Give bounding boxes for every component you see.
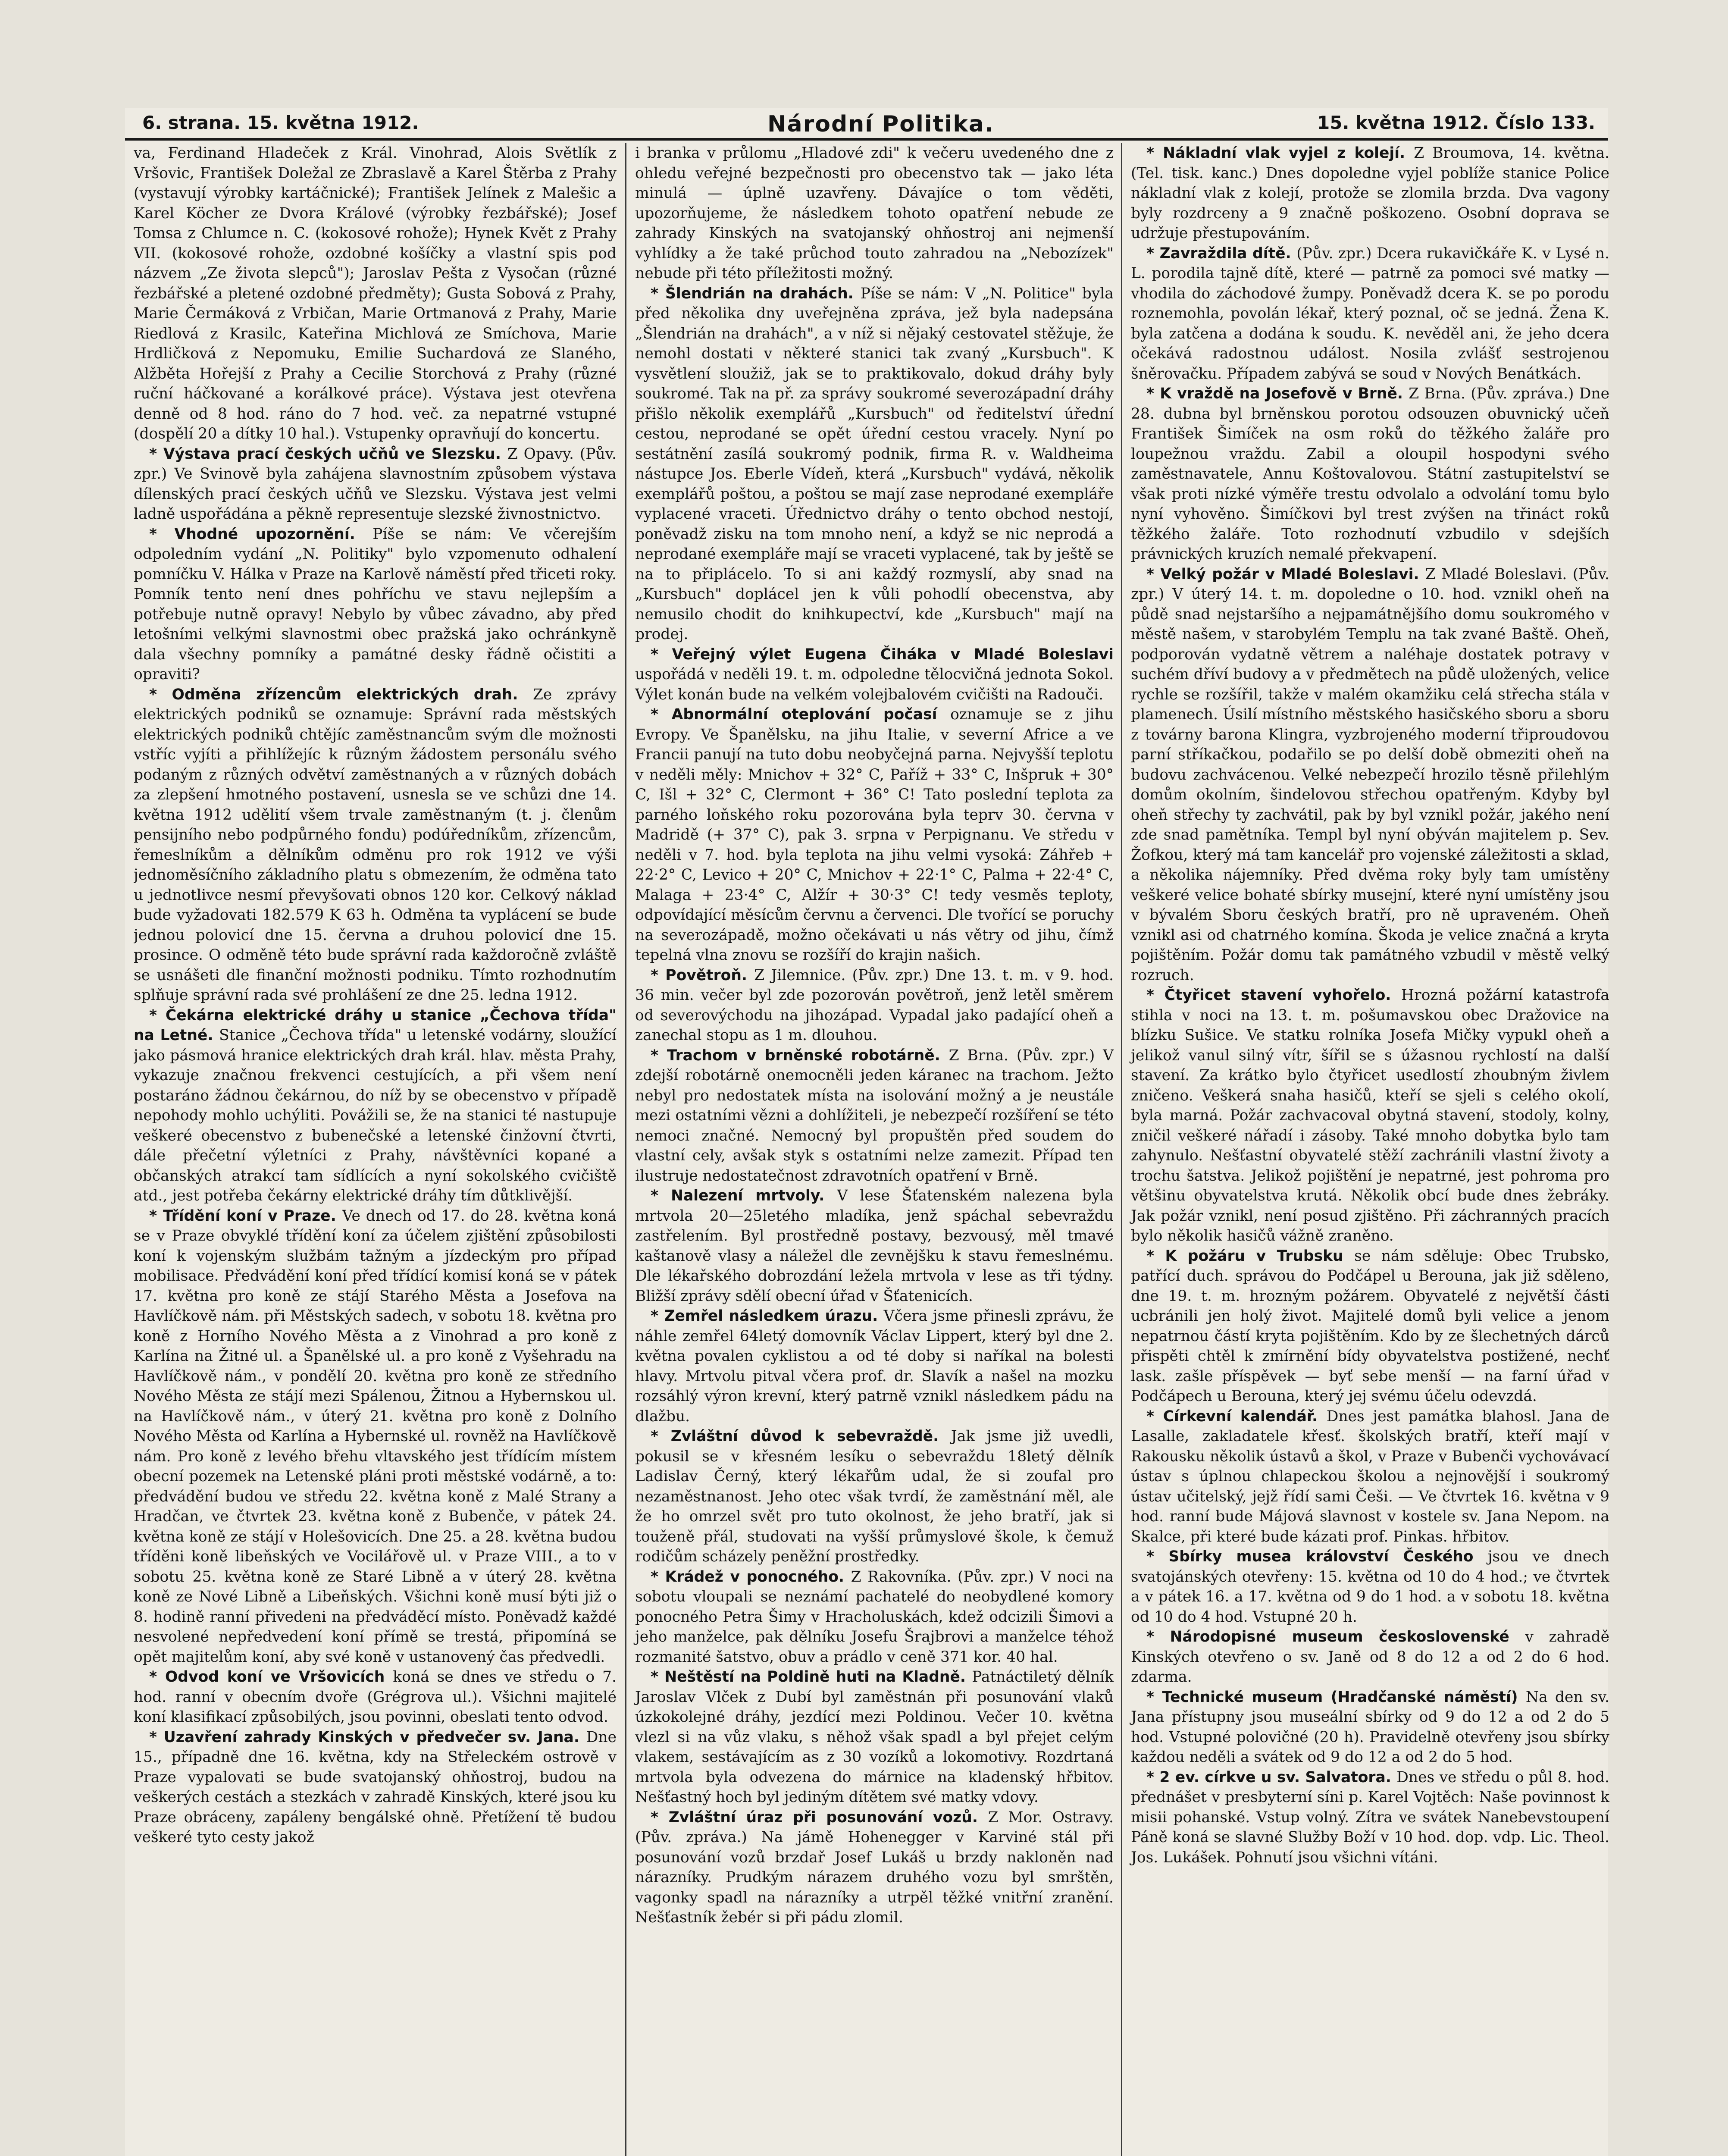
article-body: Dnes jest památka blahosl. Jana de Lasalle, zakladatele křesť. školských bratří, kteří mají v Rakousku několik ústavů a škol, v Praze v Bubenči vychovávací ústav s úplnou chlapeckou školou a nejnovější i soukromý ústav učitelský, jejž řídí sami Češi. — Ve čtvrtek 16. května v 9 hod. ranní bude Májová slavnost v kostele sv. Jana Nepom. na Skalce, při které bude kázati prof. Pinkas. hřbitov. xyxy=(1131,1407,1609,1545)
article-body: V lese Šťatenském nalezena byla mrtvola 20—25letého mladíka, jenž spáchal sebevraždu zastřelením. Byl prostředně postavy, bezvousý, měl tmavé kaštanově vlasy a náležel dle zevnějšku k stavu řemeslnému. Dle lékařského dobrozdání ležela mrtvola v lese as tři týdny. Bližší zprávy sdělí obecní úřad v Šťatenicích. xyxy=(635,1187,1114,1305)
article xyxy=(635,705,1114,965)
article-body: Z Rakovníka. (Pův. zpr.) V noci na sobotu vloupali se neznámí pachatelé do neobydlené komory ponocného Petra Šimy v Hracholuskách, kdež odcizili Šimovi a jeho manželce, pak dělníku Josefu Šrajbrovi a manželce téhož rozmanité šatstvo, obuv a prádlo v ceně 371 kor. 40 hal. xyxy=(635,1568,1114,1666)
article-body: Z Jilemnice. (Pův. zpr.) Dne 13. t. m. v 9. hod. 36 min. večer byl zde pozorován povětroň, jenž letěl směrem od severovýchodu na jihozápad. Vypadal jako padající oheň a zanechal stopu as 1 m. dlouhou. xyxy=(635,966,1114,1044)
article-headline: * Církevní kalendář. xyxy=(1146,1407,1327,1425)
article-headline: * Čtyřicet stavení vyhořelo. xyxy=(1146,987,1402,1004)
article-headline: * Abnormální oteplování počasí xyxy=(651,706,951,723)
article xyxy=(635,645,1114,705)
article xyxy=(1131,1767,1609,1868)
article-body: oznamuje se z jihu Evropy. Ve Španělsku, na jihu Italie, v severní Africe a ve Francii panují na tuto dobu neobyčejná parna. Nejvyšší teplotu v neděli měly: Mnichov + 32° C, Paříž + 33° C, Inšpruk + 30° C, Išl + 32° C, Clermont + 36° C! Tato poslední teplota za parného loňského roku pozorována byla teprv 30. června v Madridě (+ 37° C), pak 3. srpna v Perpignanu. Ve středu v neděli v 7. hod. byla teplota na jihu velmi vysoká: Záhřeb + 22·2° C, Levico + 20° C, Mnichov + 22·1° C, Palma + 22·4° C, Malaga + 23·4° C, Alžír + 30·3° C! tedy vesměs teploty, odpovídající měsícům červnu a červenci. Dle tvořící se poruchy na severozápadě, možno očekávati u nás větry od jihu, čímž tepelná vlna znovu se rozšíří do krajin našich. xyxy=(635,706,1114,964)
article xyxy=(134,1006,617,1206)
article xyxy=(134,1206,617,1667)
article-headline: * Zvláštní úraz při posunování vozů. xyxy=(651,1808,988,1826)
article-headline: * Odměna zřízencům elektrických drah. xyxy=(149,686,533,703)
article xyxy=(635,1426,1114,1567)
article xyxy=(635,1306,1114,1426)
article xyxy=(1131,1407,1609,1547)
article-headline: * Výstava prací českých učňů ve Slezsku. xyxy=(149,445,507,463)
article-headline: * Vhodné upozornění. xyxy=(149,525,373,543)
article-body: Stanice „Čechova třída" u letenské vodárny, sloužící jako pásmová hranice elektrických drah král. hlav. města Prahy, vykazuje značnou frekvenci cestujících, a při všem není postaráno žádnou čekárnou, do níž by se obecenstvo v případě nepohody mohlo uchýliti. Povážili se, že na stanici té nastupuje veškeré obecenstvo z bubenečské a letenské činžovní čtvrti, dále přečetní výletníci z Prahy, návštěvníci kopané a občanských atrakcí tam sídlících a nyní sokolského cvičiště atd., jest potřeba čekárny elektrické dráhy tím důtklivější. xyxy=(134,1027,617,1204)
article-body: Z Opavy. (Pův. zpr.) Ve Svinově byla zahájena slavnostním způsobem výstava dílenských prací českých učňů ve Slezsku. Výstava jest velmi ladně uspořádána a pěkně representuje slezské živnostnictvo. xyxy=(134,445,617,523)
article-body: koná se dnes ve středu o 7. hod. ranní v obecním dvoře (Grégrova ul.). Všichni majitelé koní klasifikací způsobilých, jsou povinni, obeslati tento odvod. xyxy=(134,1668,617,1726)
article-headline: * Veřejný výlet Eugena Čiháka v Mladé Boleslavi xyxy=(651,646,1114,663)
article-headline: * Nákladní vlak vyjel z kolejí. xyxy=(1146,144,1414,162)
article-body: Hrozná požární katastrofa stihla v noci na 13. t. m. pošumavskou obec Dražovice na blízku Sušice. Ve statku rolníka Josefa Mičky vypukl oheň a jelikož vanul silný vítr, šířil se s úžasnou rychlostí na další stavení. Za krátko bylo čtyřicet usedlostí zhoubným živlem zničeno. Veškerá snaha hasičů, kteří se sjeli s celého okolí, byla marná. Požár zachvacoval obytná stavení, stodoly, kolny, zničil veškeré nářadí i zásoby. Také mnoho dobytka bylo tam zahynulo. Nešťastní obyvatelé stěží zachránili vlastní životy a trochu šatstva. Jelikož pojištění je nepatrné, jest pohroma pro většinu obyvatelstva krutá. Několik obcí bude dnes žebráky. Jak požár vznikl, není posud zjištěno. Při záchranných pracích bylo několik hasičů vážně zraněno. xyxy=(1131,987,1609,1244)
article-body: va, Ferdinand Hladeček z Král. Vinohrad, Alois Světlík z Vršovic, František Doležal ze Zbraslavě a Karel Štěrba z Prahy (vystavují výrobky kartáčnické); František Jelínek z Malešic a Karel Köcher ze Dvora Králové (výrobky řezbářské); Josef Tomsa z Chlumce n. C. (kokosové rohože); Hynek Květ z Prahy VII. (kokosové rohože, ozdobné košíčky a vlastní spis pod názvem „Ze života slepců"); Jaroslav Pešta z Vysočan (různé řezbářské a pletené ozdobné předměty); Gusta Sobová z Prahy, Marie Čermáková z Vrbičan, Marie Ortmanová z Prahy, Marie Riedlová z Krasilc, Kateřina Michlová ze Smíchova, Marie Hrdličková z Nepomuku, Emilie Suchardová ze Slaného, Alžběta Hořejší z Prahy a Cecilie Storchová z Prahy (různé ruční háčkované a korálkové práce). Výstava jest otevřena denně od 8 hod. ráno do 7 hod. več. za nepatrné vstupné (dospělí 20 a dítky 10 hal.). Vstupenky opravňují do koncertu. xyxy=(134,144,617,442)
article-body: Jak jsme již uvedli, pokusil se v křesném lesíku o sebevraždu 18letý dělník Ladislav Černý, který lékařům udal, že si zoufal pro nezaměstnanost. Jeho otec však tvrdí, že zaměstnání měl, ale že ho omrzel svět pro tuto okolnost, že jeho bratří, jak si touženě přál, studovati na vyšší průmyslové škole, k čemuž rodičům scházely peněžní prostředky. xyxy=(635,1428,1114,1565)
article-body: Z Brna. (Pův. zpr.) V zdejší robotárně onemocněli jeden káranec na trachom. Ježto nebyl pro nedostatek místa na isolování možný a je neustále mezi ostatními vězni a dohlížiteli, je nebezpečí rozšíření se této nemoci značné. Nemocný byl propuštěn před soudem do vlastní cely, avšak styk s ostatními nelze zamezit. Případ ten ilustruje nedostatečnost zdravotních opatření v Brně. xyxy=(635,1047,1114,1185)
article xyxy=(635,1046,1114,1186)
article-headline: * K požáru v Trubsku xyxy=(1146,1247,1355,1265)
article-headline: * Nalezení mrtvoly. xyxy=(651,1187,837,1204)
page-header xyxy=(125,108,1608,141)
article-body: Na den sv. Jana přístupny jsou museální sbírky od 9 do 12 a od 2 do 5 hod. Vstupné polovičné (20 h). Pravidelně otevřeny jsou sbírky každou neděli a svátek od 9 do 12 a od 2 do 5 hod. xyxy=(1131,1688,1609,1766)
article xyxy=(635,1567,1114,1667)
article-headline: * K vraždě na Josefově v Brně. xyxy=(1146,385,1409,402)
column-2 xyxy=(625,143,1114,2156)
article-body: v zahradě Kinských otevřeno o sv. Janě od 8 do 12 a od 2 do 6 hod. zdarma. xyxy=(1131,1628,1609,1686)
article-body: i branka v průlomu „Hladové zdi" k večeru uvedeného dne z ohledu veřejné bezpečnosti pro obecenstvo tak — jako léta minulá — úplně uzavřeny. Dávajíce o tom věděti, upozorňujeme, že následkem tohoto opatření nebude ze zahrady Kinských na svatojanský ohňostroj ani nejmenší vyhlídky a že také průchod touto zahradou na „Nebozízek" nebude při této příležitosti možný. xyxy=(635,144,1114,282)
article-headline: * Povětroň. xyxy=(651,966,754,984)
issue-date-number: 15. května 1912. Číslo 133. xyxy=(1317,112,1595,133)
article-body: Ze zprávy elektrických podniků se oznamuje: Správní rada městských elektrických podniků chtějíc zaměstnancům svým dle možnosti vstříc vyjíti a přihlížejíc k různým žádostem personálu svého podaným z různých odvětví zaměstnaných a v různých dobách za zlepšení hmotného postavení, usnesla se ve schůzi dne 14. května 1912 udělití všem trvale zaměstnaným (t. j. členům pensijního nebo podpůrného fondu) podúředníkům, zřízencům, řemeslníkům a dělníkům odměnu pro rok 1912 ve výši jednoměsíčního základního platu s obmezením, že odměna tato u jednotlivce nesmí převyšovati obnos 120 kor. Celkový náklad bude vyžadovati 182.579 K 63 h. Odměna ta vyplácení se bude jednou polovicí dne 15. června a druhou polovicí dne 15. prosince. O odměně této bude správní rada každoročně zvláště se usnášeti dle finanční možnosti podniku. Tímto rozhodnutím splňuje správní rada své prohlášení ze dne 25. ledna 1912. xyxy=(134,686,617,1004)
article-headline: * Zemřel následkem úrazu. xyxy=(651,1307,884,1325)
article-body: (Pův. zpr.) Dcera rukavičkáře K. v Lysé n. L. porodila tajně dítě, které — patrně za pomoci své matky — vhodila do záchodové žumpy. Poněvadž dcera K. se po porodu roznemohla, povolán lékař, který poznal, oč se jedná. Žena K. byla zatčena a dodána k soudu. K. nevěděl ani, že jeho dcera očekává radostnou událost. Nosila zvlášť sestrojenou šněrovačku. Případem zabývá se soud v Nových Benátkách. xyxy=(1131,244,1609,382)
article-body: uspořádá v neděli 19. t. m. odpoledne tělocvičná jednota Sokol. Výlet konán bude na velkém volejbalovém cvičišti na Radouči. xyxy=(635,666,1114,703)
article xyxy=(1131,1627,1609,1687)
article-body: Z Brna. (Pův. zpráva.) Dne 28. dubna byl brněnskou porotou odsouzen obuvnický učeň František Šimíček na osm roků do těžkého žaláře pro loupežnou vraždu. Zabil a oloupil hospodyni svého zaměstnavatele, Annu Koštovalovou. Státní zastupitelství se však proti nízké výměře trestu odvolalo a odvolání tomu bylo nyní vyhověno. Šimíčkovi byl trest zvýšen na třináct roků těžkého žaláře. Toto rozhodnutí vzbudilo v sdejších právnických kruzích nemalé překvapení. xyxy=(1131,385,1609,563)
article xyxy=(1131,1687,1609,1767)
article xyxy=(134,444,617,524)
article xyxy=(134,524,617,685)
article-headline: * Zvláštní důvod k sebevraždě. xyxy=(651,1428,951,1445)
article-body: Píše se nám: V „N. Politice" byla před několika dny uveřejněna zpráva, jež byla nadepsána „Šlendrián na drahách", a v níž si nějaký cestovatel stěžuje, že nemohl dostati v některé stanici tak zvaný „Kursbuch". K vysvětlení sloužiž, jak se to praktikovalo, dokud dráhy byly soukromé. Tak na př. za správy soukromé severozápadní dráhy přišlo několik exemplářů „Kursbuch" od ředitelství úřední cestou, neprodané se opět úřední cestou vracely. Nyní po sestátnění zasílá soukromý podnik, firma R. v. Waldheima nástupce Jos. Eberle Vídeň, která „Kursbuch" vydává, několik exemplářů poštou, a poštou se mají zase neprodané exempláře vyplacené vraceti. Úřednictvo dráhy o tento obchod nestojí, poněvadž zisku na tom mnoho není, a když se nic neprodá a neprodané exempláře mají se vraceti vyplacené, tak by ještě se na to připlácelo. To si ani každý rozmyslí, aby snad na „Kursbuch" doplácel jen k vůli pohodlí obecenstva, aby nemusilo chodit do knihkupectví, kde „Kursbuch" mají na prodej. xyxy=(635,285,1114,643)
article-headline: * Národopisné museum československé xyxy=(1146,1628,1525,1645)
article xyxy=(635,143,1114,284)
article-headline: * Trachom v brněnské robotárně. xyxy=(651,1047,949,1064)
columns xyxy=(125,143,1608,2156)
article-body: Včera jsme přinesli zprávu, že náhle zemřel 64letý domovník Václav Lippert, který byl dne 2. května povalen cyklistou a od té doby si naříkal na bolesti hlavy. Mrtvolu pitval včera prof. dr. Slavík a našel na mozku rozsáhlý výron krevní, který patrně vznikl následkem pádu na dlažbu. xyxy=(635,1307,1114,1425)
article xyxy=(635,284,1114,645)
article-headline: * Třídění koní v Praze. xyxy=(149,1207,342,1225)
article-headline: * Neštěstí na Poldině huti na Kladně. xyxy=(651,1668,972,1686)
article xyxy=(1131,1246,1609,1407)
article xyxy=(134,1667,617,1727)
newspaper-page xyxy=(125,108,1608,2156)
article xyxy=(1131,143,1609,244)
article-body: Dnes ve středu o půl 8. hod. přednášet v presbyterní síni p. Karel Vojtěch: Naše povinnost k misii pohanské. Vstup volný. Zítra ve svátek Nanebevstoupení Páně koná se slavné Služby Boží v 10 hod. dop. vdp. Lic. Theol. Jos. Lukášek. Pohnutí jsou všichni vítáni. xyxy=(1131,1768,1609,1866)
column-3 xyxy=(1121,143,1609,2156)
article xyxy=(1131,564,1609,986)
article-body: jsou ve dnech svatojánských otevřeny: 15. května od 10 do 4 hod.; ve čtvrtek a v pátek 16. a 17. května od 9 do 1 hod. a v sobotu 18. května od 10 do 4 hod. Vstupné 20 h. xyxy=(1131,1548,1609,1626)
article-headline: * 2 ev. církve u sv. Salvatora. xyxy=(1146,1768,1397,1786)
article xyxy=(134,143,617,444)
article-body: Dne 15., případně dne 16. května, kdy na Střeleckém ostrově v Praze vypalovati se bude svatojanský ohňostroj, budou na veškerých cestách a stezkách v zahradě Kinských, které jsou ku Praze obráceny, zapáleny bengálské ohně. Přetížení tě budou veškeré tyto cesty jakož xyxy=(134,1728,617,1846)
article xyxy=(635,1808,1114,1928)
article xyxy=(635,965,1114,1046)
article-body: Z Mladé Boleslavi. (Pův. zpr.) V úterý 14. t. m. dopoledne o 10. hod. vznikl oheň na půdě snad nejstaršího a nejpamátnějšího domu soukromého v městě našem, v starobylém Templu na tak zvané Baště. Oheň, podporován vydatně větrem a naléhaje dostatek potravy v suchém dříví budovy a v předmětech na půdě uložených, velice rychle se rozšířil, takže v malém okamžiku celá střecha stála v plamenech. Úsilí místního městského hasičského sboru a sboru z továrny barona Klingra, vyzbrojeného moderní třiproudovou parní stříkačkou, podařilo se po delší době obmeziti oheň na budovu zachvácenou. Velké nebezpečí hrozilo těsně přilehlým domům okolním, šindelovou střechou opatřeným. Kdyby byl oheň střechy ty zachvátil, pak by byl vznikl požár, jakého není zde snad pamětníka. Templ byl nyní obýván majitelem p. Sev. Žofkou, který má tam kancelář pro vojenské záležitosti a sklad, a několika nájemníky. Před dvěma roky byly tam umístěny veškeré velice bohaté sbírky musejní, které nyní umístěny jsou v bývalém Sboru českých bratří, pro ně upraveném. Oheň vznikl asi od chatrného komína. Škoda je velice značná a kryta pojištěním. Požár domu tak památného vzbudil v městě velký rozruch. xyxy=(1131,565,1609,984)
article-headline: * Sbírky musea království Českého xyxy=(1146,1548,1488,1565)
article-headline: * Technické museum (Hradčanské náměstí) xyxy=(1146,1688,1526,1706)
page-number-date: 6. strana. 15. května 1912. xyxy=(142,112,419,133)
article-headline: * Odvod koní ve Vršovicích xyxy=(149,1668,393,1686)
article-headline: * Krádež v ponocného. xyxy=(651,1568,851,1586)
article xyxy=(635,1186,1114,1306)
article-body: Patnáctiletý dělník Jaroslav Vlček z Dubí byl zaměstnán při posunování vlaků úzkokolejné dráhy, jezdící mezi Poldinou. Večer 10. května vlezl si na vůz vlaku, s něhož však spadl a byl přejet celým vlakem, sestávajícím as z 30 vozíků a lokomotivy. Rozdrtaná mrtvola byla odvezena do márnice na kladenský hřbitov. Nešťastný hoch byl jediným dítětem své matky vdovy. xyxy=(635,1668,1114,1806)
masthead-title: Národní Politika. xyxy=(767,111,994,137)
article-headline: * Uzavření zahrady Kinských v předvečer sv. Jana. xyxy=(149,1728,586,1746)
article xyxy=(1131,1547,1609,1627)
article-body: Z Broumova, 14. května. (Tel. tisk. kanc.) Dnes dopoledne vyjel poblíže stanice Police nákladní vlak z kolejí, protože se zlomila brzda. Dva vagony byly rozdrceny a 9 značně poškozeno. Osobní doprava se udržuje přestupováním. xyxy=(1131,144,1609,242)
article-body: Ve dnech od 17. do 28. května koná se v Praze obvyklé třídění koní za účelem zjištění způsobilosti koní k vojenským službám tažným a jízdeckým pro případ mobilisace. Předvádění koní před třídící komisí koná se v pátek 17. května pro koně ze stájí Starého Města a Josefova na Havlíčkově nám. při Městských sadech, v sobotu 18. května pro koně z Horního Nového Města a z Vinohrad a pro koně z Karlína na Žitné ul. a Španělské ul. a pro koně z Vyšehradu na Havlíčkově nám., v pondělí 20. května pro koně ze středního Nového Města ze stájí mezi Spálenou, Žitnou a Hybernskou ul. na Havlíčkově nám., v úterý 21. května pro koně z Dolního Nového Města od Karlína a Hybernské ul. rovněž na Havlíčkově nám. Pro koně z levého břehu vltavského jest třídícím místem obecní pozemek na Letenské pláni proti městské vodárně, a to: předvádění budou ve středu 22. května koně z Malé Strany a Hradčan, ve čtvrtek 23. května koně z Bubenče, v pátek 24. května koně ze stájí v Holešovicích. Dne 25. a 28. května budou tříděni koně libeňských ve Vocilářově ul. v Praze VIII., a to v sobotu 25. května koně ze Staré Libně a v úterý 28. května koně ze Nové Libně a Libeňských. Všichni koně musí býti již o 8. hodině ranní přivedeni na předváděcí místo. Poněvadž každé nesvolené nepředvedení koní přímě se trestá, připomíná se opět majitelům koní, aby své koně v ustanovený čas předvedli. xyxy=(134,1207,617,1666)
article-headline: * Zavraždila dítě. xyxy=(1146,244,1297,262)
article xyxy=(134,685,617,1006)
article xyxy=(635,1667,1114,1808)
article xyxy=(1131,985,1609,1246)
article-headline: * Velký požár v Mladé Boleslavi. xyxy=(1146,565,1425,583)
article xyxy=(1131,384,1609,564)
article-headline: * Šlendrián na drahách. xyxy=(651,285,861,302)
article-body: se nám sděluje: Obec Trubsko, patřící duch. správou do Podčápel u Berouna, jak již sděleno, dne 19. t. m. hrozným požárem. Obyvatelé z největší části ucbránili jen holý život. Majitelé domů byli velice a jenom nepatrnou částí kryta pojištěním. Kdo by ze šlechetných dárců přispěti chtěl k zmírnění bídy obyvatelstva postižené, nechť lask. zašle příspěvek — byť sebe menší — na farní úřad v Podčápech u Berouna, který jej svému účelu odevzdá. xyxy=(1131,1247,1609,1405)
article xyxy=(1131,244,1609,384)
column-1 xyxy=(134,143,617,2156)
article xyxy=(134,1727,617,1848)
article-body: Píše se nám: Ve včerejším odpoledním vydání „N. Politiky" bylo vzpomenuto odhalení pomníčku V. Hálka v Praze na Karlově náměstí před třiceti roky. Pomník tento není dnes pohříchu ve stavu nejlepším a potřebuje nutně opravy! Nebylo by vůbec závadno, aby před letošními velkými slavnostmi obec pražská jako ochránkyně dala všechny pomníky a památné desky řádně očistiti a opraviti? xyxy=(134,525,617,683)
article-headline: * Čekárna elektrické dráhy u stanice „Čechova třída" na Letné. xyxy=(134,1006,617,1044)
article-body: Z Mor. Ostravy. (Pův. zpráva.) Na jámě Hohenegger v Karviné stál při posunování vozů brzdař Josef Lukáš u brzdy nakloněn nad nárazníky. Prudkým nárazem druhého vozu byl smrštěn, vagonky spadl na nárazníky a utrpěl těžké vnitřní zranění. Nešťastník žebér si při pádu zlomil. xyxy=(635,1808,1114,1926)
